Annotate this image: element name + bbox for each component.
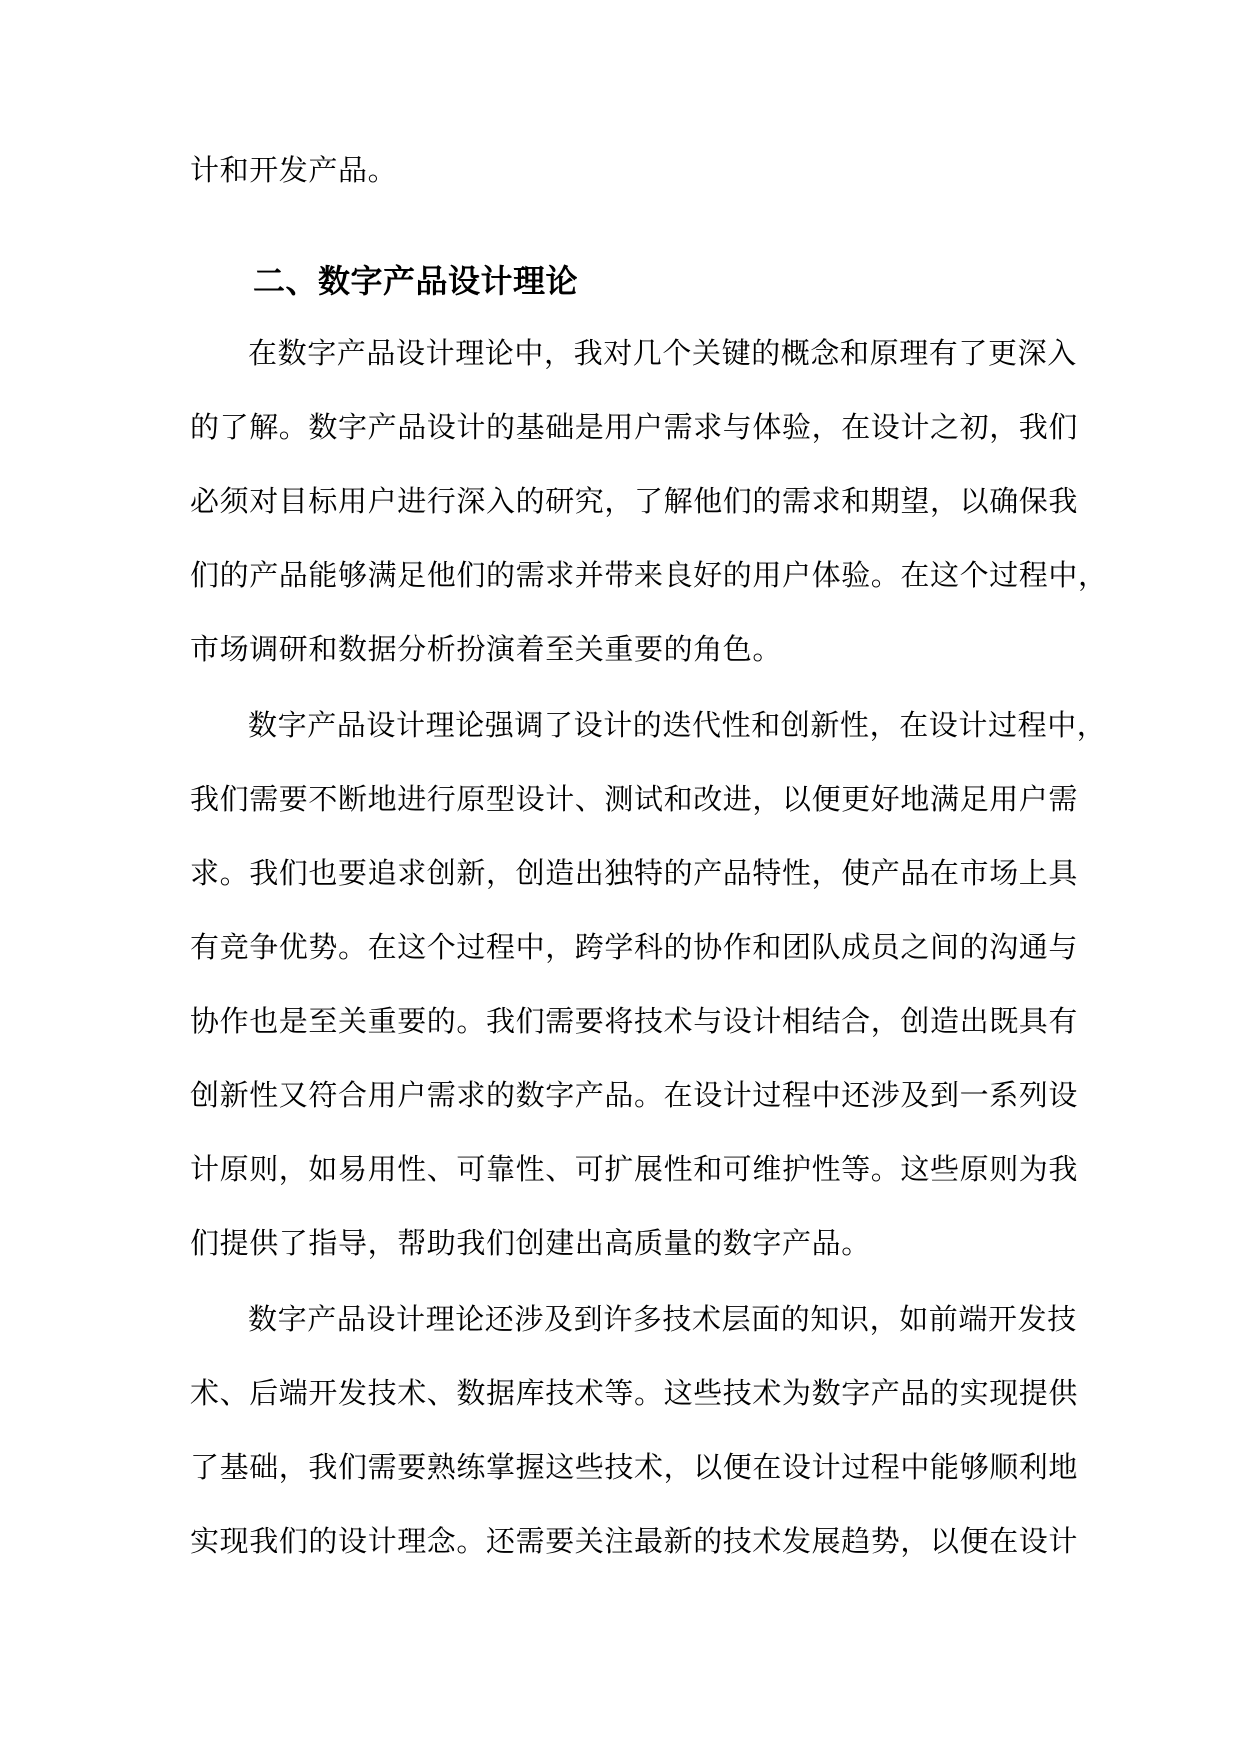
text-line: 我们需要不断地进行原型设计、测试和改进，以便更好地满足用户需 bbox=[190, 782, 1079, 816]
paragraph-first-line: 在数字产品设计理论中，我对几个关键的概念和原理有了更深入 bbox=[248, 336, 1077, 370]
text-line: 术、后端开发技术、数据库技术等。这些技术为数字产品的实现提供 bbox=[190, 1376, 1079, 1410]
text-line: 协作也是至关重要的。我们需要将技术与设计相结合，创造出既具有 bbox=[190, 1004, 1079, 1038]
section-heading: 二、数字产品设计理论 bbox=[253, 262, 579, 300]
text-line: 了基础，我们需要熟练掌握这些技术，以便在设计过程中能够顺利地 bbox=[190, 1450, 1079, 1484]
text-line: 创新性又符合用户需求的数字产品。在设计过程中还涉及到一系列设 bbox=[190, 1078, 1079, 1112]
text-line: 计原则，如易用性、可靠性、可扩展性和可维护性等。这些原则为我 bbox=[190, 1152, 1079, 1186]
text-line: 必须对目标用户进行深入的研究，了解他们的需求和期望，以确保我 bbox=[190, 484, 1079, 518]
text-line: 计和开发产品。 bbox=[190, 153, 398, 187]
paragraph-first-line: 数字产品设计理论还涉及到许多技术层面的知识，如前端开发技 bbox=[248, 1302, 1077, 1336]
paragraph-first-line: 数字产品设计理论强调了设计的迭代性和创新性，在设计过程中， bbox=[248, 708, 1107, 742]
text-line: 有竞争优势。在这个过程中，跨学科的协作和团队成员之间的沟通与 bbox=[190, 930, 1079, 964]
text-line: 实现我们的设计理念。还需要关注最新的技术发展趋势，以便在设计 bbox=[190, 1524, 1079, 1558]
text-line: 的了解。数字产品设计的基础是用户需求与体验，在设计之初，我们 bbox=[190, 410, 1079, 444]
text-line: 们的产品能够满足他们的需求并带来良好的用户体验。在这个过程中， bbox=[190, 558, 1108, 592]
text-line: 市场调研和数据分析扮演着至关重要的角色。 bbox=[190, 632, 783, 666]
text-line: 们提供了指导，帮助我们创建出高质量的数字产品。 bbox=[190, 1226, 871, 1260]
text-line: 求。我们也要追求创新，创造出独特的产品特性，使产品在市场上具 bbox=[190, 856, 1079, 890]
